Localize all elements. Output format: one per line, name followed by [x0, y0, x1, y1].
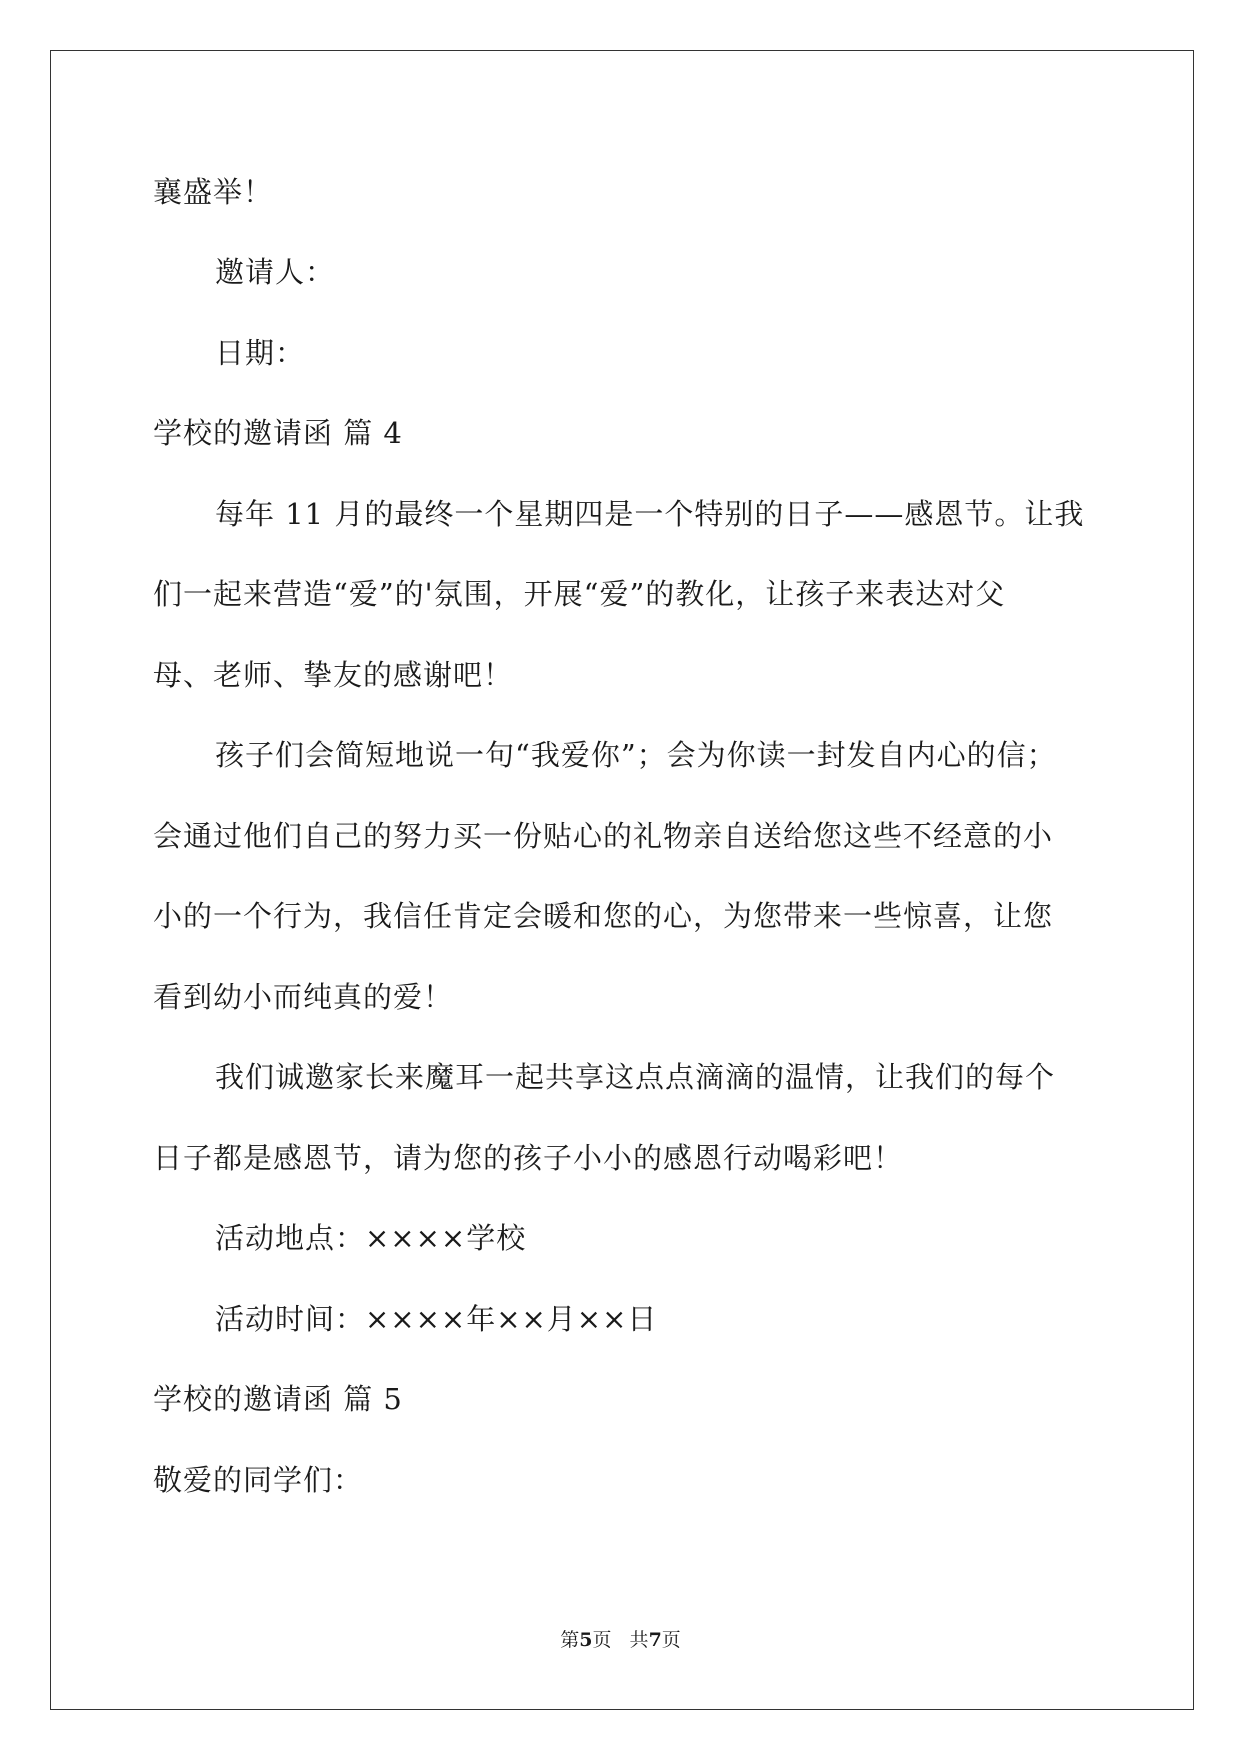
text-line: 日子都是感恩节，请为您的孩子小小的感恩行动喝彩吧！ [153, 1141, 904, 1175]
text-line: 每年 11 月的最终一个星期四是一个特别的日子——感恩节。让我 [215, 497, 1085, 531]
section-heading-5: 学校的邀请函 篇 5 [153, 1382, 403, 1416]
text-line-salutation: 敬爱的同学们： [153, 1463, 364, 1497]
total-page-number: 7 [648, 1629, 662, 1651]
footer-prefix: 第 [560, 1629, 580, 1651]
page-footer [0, 1628, 1241, 1652]
text-line-time: 活动时间：××××年××月××日 [215, 1302, 658, 1336]
footer-suffix: 页 [661, 1629, 681, 1651]
text-line: 我们诚邀家长来魔耳一起共享这点点滴滴的温情，让我们的每个 [215, 1060, 1056, 1094]
text-line: 们一起来营造“爱”的'氛围，开展“爱”的教化，让孩子来表达对父 [153, 577, 1006, 611]
text-line: 母、老师、挚友的感谢吧！ [153, 658, 514, 692]
current-page-number: 5 [579, 1629, 593, 1651]
text-line-inviter: 邀请人： [215, 255, 336, 289]
footer-middle: 页 共 [592, 1629, 649, 1651]
text-line: 小的一个行为，我信任肯定会暖和您的心，为您带来一些惊喜，让您 [153, 899, 1054, 933]
text-line-location: 活动地点：××××学校 [215, 1221, 527, 1255]
text-line: 孩子们会简短地说一句“我爱你”；会为你读一封发自内心的信； [215, 738, 1057, 772]
section-heading-4: 学校的邀请函 篇 4 [153, 416, 403, 450]
text-line-date: 日期： [215, 336, 306, 370]
text-line-closing: 襄盛举！ [153, 175, 274, 209]
text-line: 看到幼小而纯真的爱！ [153, 980, 454, 1014]
text-line: 会通过他们自己的努力买一份贴心的礼物亲自送给您这些不经意的小 [153, 819, 1054, 853]
